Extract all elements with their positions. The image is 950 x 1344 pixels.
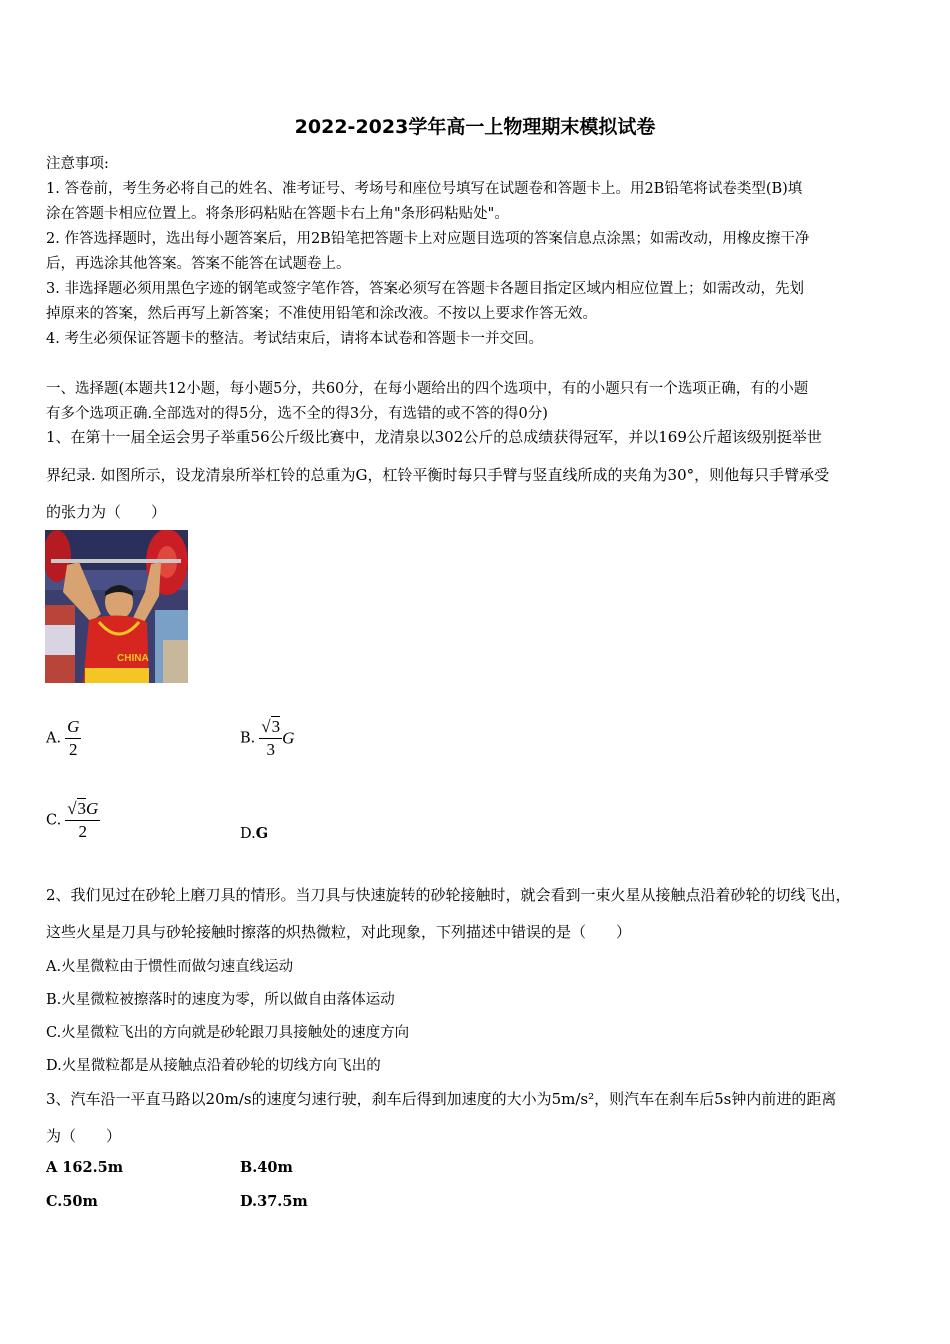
section-heading: 有多个选项正确.全部选对的得5分，选不全的得3分，有选错的或不答的得0分): [46, 406, 548, 422]
question-1-text: 的张力为（ ）: [46, 503, 167, 521]
notice-line: 3. 非选择题必须用黑色字迹的钢笔或签字笔作答，答案必须写在答题卡各题目指定区域内相应位置上；如需改动，先划: [46, 281, 804, 297]
question-3-option-a: A 162.5m: [46, 1159, 124, 1176]
notice-line: 2. 作答选择题时，选出每小题答案后，用2B铅笔把答题卡上对应题目选项的答案信息点涂黑；如需改动，用橡皮擦干净: [46, 231, 810, 247]
question-3-option-c: C.50m: [46, 1193, 98, 1210]
question-1-option-a: A. $\frac{G}{2}$: [46, 717, 80, 759]
question-3-option-d: D.37.5m: [240, 1193, 308, 1210]
notice-line: 1. 答卷前，考生务必将自己的姓名、准考证号、考场号和座位号填写在试题卷和答题卡上。用2B铅笔将试卷类型(B)填: [46, 181, 803, 197]
question-1-text: 1、在第十一届全运会男子举重56公斤级比赛中，龙清泉以302公斤的总成绩获得冠军，并以169公斤超该级别挺举世: [46, 428, 822, 446]
section-heading: 一、选择题(本题共12小题，每小题5分，共60分，在每小题给出的四个选项中，有的小题只有一个选项正确，有的小题: [46, 381, 809, 397]
notice-line: 4. 考生必须保证答题卡的整洁。考试结束后，请将本试卷和答题卡一并交回。: [46, 331, 543, 347]
question-2-option-d: D.火星微粒都是从接触点沿着砂轮的切线方向飞出的: [46, 1058, 381, 1074]
question-3-option-b: B.40m: [240, 1159, 293, 1176]
question-1-option-c: C. $\frac{√3G}{2}$: [46, 799, 99, 841]
question-2-option-b: B.火星微粒被擦落时的速度为零，所以做自由落体运动: [46, 992, 395, 1008]
question-3-text: 3、汽车沿一平直马路以20m/s的速度匀速行驶，刹车后得到加速度的大小为5m/s²，则汽车在刹车后5s钟内前进的距离: [46, 1090, 837, 1108]
question-1-text: 界纪录. 如图所示，设龙清泉所举杠铃的总重为G，杠铃平衡时每只手臂与竖直线所成的夹角为30°，则他每只手臂承受: [46, 466, 830, 484]
question-1-option-b: B. $\frac{√3}{3}$ G: [240, 717, 295, 759]
question-2-text: 2、我们见过在砂轮上磨刀具的情形。当刀具与快速旋转的砂轮接触时，就会看到一束火星从接触点沿着砂轮的切线飞出，: [46, 886, 851, 904]
jersey-lettering: CHINA: [117, 653, 149, 664]
page-title: 2022-2023学年高一上物理期末模拟试卷: [294, 116, 656, 138]
weightlifter-photo: [45, 530, 188, 683]
question-2-option-a: A.火星微粒由于惯性而做匀速直线运动: [46, 959, 294, 975]
notice-line: 后，再选涂其他答案。答案不能答在试题卷上。: [46, 256, 351, 272]
notice-heading: 注意事项:: [46, 156, 109, 172]
notice-line: 涂在答题卡相应位置上。将条形码粘贴在答题卡右上角"条形码粘贴处"。: [46, 206, 509, 222]
question-2-option-c: C.火星微粒飞出的方向就是砂轮跟刀具接触处的速度方向: [46, 1025, 410, 1041]
question-1-option-d: D.G: [240, 825, 269, 842]
notice-line: 掉原来的答案，然后再写上新答案；不准使用铅笔和涂改液。不按以上要求作答无效。: [46, 306, 597, 322]
question-3-text: 为（ ）: [46, 1127, 122, 1145]
question-2-text: 这些火星是刀具与砂轮接触时擦落的炽热微粒，对此现象，下列描述中错误的是（ ）: [46, 923, 632, 941]
